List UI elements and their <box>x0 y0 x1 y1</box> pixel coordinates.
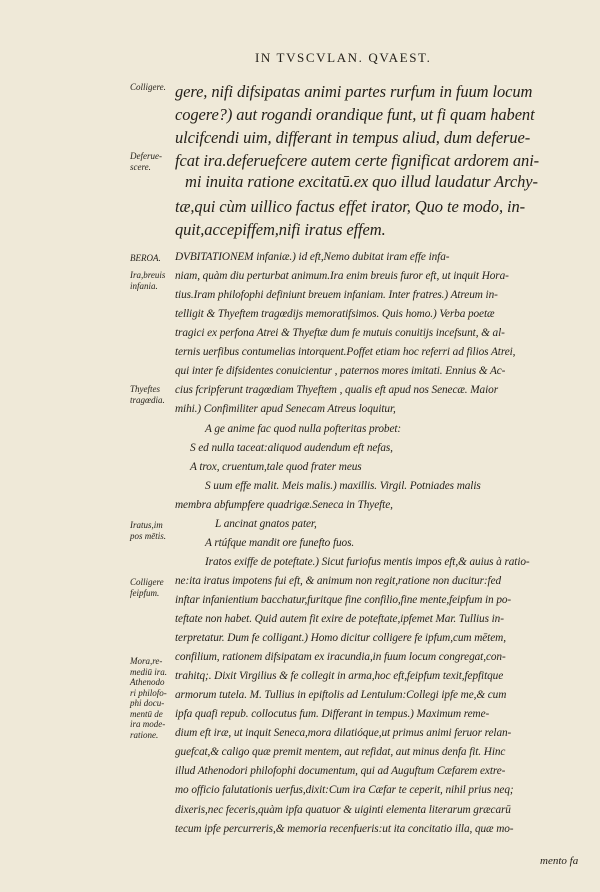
text-line: mi inuita ratione excitatū.ex quo illud laudatur Archy- <box>185 172 538 191</box>
commentary-line: teftate non habet. Quid autem fit exire de poteftate,ipfemet Mar. Tullius in- <box>175 613 504 625</box>
commentary-line: A rtúfque mandit ore funefto fuos. <box>205 536 355 549</box>
margin-note-line: scere. <box>130 161 151 172</box>
running-header: IN TVSCVLAN. QVAEST. <box>255 50 432 65</box>
commentary-line: dium eft iræ, ut inquit Seneca,mora dilatióque,ut primus animi feruor relan- <box>175 727 512 740</box>
margin-note-line: mediū ira. <box>130 666 167 677</box>
commentary-line: mihi.) Confimiliter apud Senecam Atreus loquitur, <box>175 403 396 416</box>
margin-note-line: tragœdia. <box>130 394 165 405</box>
margin-note-line: Thyeftes <box>130 384 160 394</box>
commentary-line: confilium, rationem difsipatam ex iracundia,in fuum locum congregat,con- <box>175 651 506 663</box>
text-line: fcat ira.deferuefcere autem certe fignificat ardorem ani- <box>175 151 540 170</box>
margin-note-line: Mora,re- <box>130 656 163 666</box>
margin-note-line: Deferue- <box>130 151 162 161</box>
margin-note-line: mentū de <box>130 708 163 719</box>
commentary-line: illud Athenodori philofophi documentum, qui ad Auguftum Cæfarem extre- <box>175 765 506 778</box>
margin-note-line: Ira,breuis <box>130 270 166 280</box>
margin-note <box>130 151 180 172</box>
commentary-line: L ancinat gnatos pater, <box>215 517 317 530</box>
margin-note-line: ri philofo- <box>130 687 167 698</box>
margin-note <box>130 82 180 93</box>
commentary-line: inftar infanientium bacchatur,furitque fine confilio,fine mente,feipfum in po- <box>175 593 512 606</box>
margin-note-line: Colligere. <box>130 82 166 92</box>
commentary-line: S uum effe malit. Meis malis.) maxillis. Virgil. Potniades malis <box>205 479 481 492</box>
commentary-line: ne:ita iratus impotens fui eft, & animum non regit,ratione non ducitur:fed <box>175 574 502 587</box>
commentary-line: ternis uerfibus contumelias intorquent.Poffet etiam hoc referri ad filios Atrei, <box>175 346 516 359</box>
margin-note-line: pos mētis. <box>130 530 166 541</box>
commentary-line: tragici ex perfona Atrei & Thyeftæ dum fe mutuis conuitijs incefsunt, & al- <box>175 327 505 340</box>
margin-note <box>130 520 180 541</box>
catchword: mento fa <box>540 855 579 867</box>
margin-note-line: ratione. <box>130 729 159 740</box>
margin-note <box>130 577 180 598</box>
commentary-line: qui inter fe difsidentes conuicientur , paternos mores imitati. Ennius & Ac- <box>175 365 506 378</box>
margin-note-line: phi docu- <box>130 698 165 708</box>
commentary-line: A trox, cruentum,tale quod frater meus <box>190 460 362 473</box>
commentary-line: membra abfumpfere quadrigæ.Seneca in Thyefte, <box>175 498 393 511</box>
margin-note <box>130 384 180 405</box>
text-line: quit,accepiffem,nifi iratus effem. <box>175 220 386 239</box>
margin-note-line: BEROA. <box>130 253 161 263</box>
commentary-line: niam, quàm diu perturbat animum.Ira enim breuis furor eft, ut inquit Hora- <box>175 270 509 283</box>
text-line: tæ,qui cùm uillico factus effet irator, Quo te modo, in- <box>175 197 526 216</box>
commentary-line: terpretatur. Dum fe colligant.) Homo dicitur colligere fe ipfum,cum mētem, <box>175 632 506 644</box>
text-line: ulcifcendi uim, differant in tempus aliud, dum deferue- <box>175 128 531 147</box>
commentary-line: cius fcripferunt tragœdiam Thyeftem , qualis eft apud nos Senecæ. Maior <box>175 384 498 397</box>
commentary-line: ipfa quafi repub. collocutus fum. Differant in tempus.) Maximum reme- <box>175 708 490 721</box>
commentary-line: DVBITATIONEM infaniæ.) id eft,Nemo dubitat iram effe infa- <box>175 251 450 263</box>
margin-note-line: Colligere <box>130 577 164 587</box>
commentary-line: trahitq;. Dixit Virgilius & fe collegit in arma,hoc eft,feipfum texit,fepfitque <box>175 670 504 683</box>
commentary-line: dixeris,nec feceris,quàm ipfa quatuor & uiginti elementa literarum græcarū <box>175 803 511 816</box>
margin-note <box>130 253 180 264</box>
margin-note <box>130 270 180 291</box>
text-line: cogere?) aut rogandi orandique funt, ut fi quam habent <box>175 105 535 124</box>
commentary-line: tius.Iram philofophi definiunt breuem infaniam. Inter fratres.) Atreum in- <box>175 289 498 302</box>
margin-note-line: Iratus,im <box>130 520 163 530</box>
commentary-line: armorum tutela. M. Tullius in epiftolis ad Lentulum:Collegi ipfe me,& cum <box>175 689 507 702</box>
commentary-line: A ge anime fac quod nulla pofteritas probet: <box>205 422 402 435</box>
commentary-line: mo officio falutationis uerfus,dixit:Cum ira Cæfar te ceperit, nihil prius neq; <box>175 784 514 797</box>
margin-note-line: ira mode- <box>130 719 166 729</box>
commentary-line: tecum ipfe percurreris,& memoria recenfueris:ut ita concitatio illa, quæ mo- <box>175 822 514 835</box>
commentary-line: telligit & Thyeftem tragœdijs memoratifsimos. Quis homo.) Verba poetæ <box>175 308 495 321</box>
commentary-line: S ed nulla taceat:aliquod audendum eft nefas, <box>190 441 393 454</box>
margin-note-line: feipfum. <box>130 587 160 598</box>
margin-note-line: infania. <box>130 280 158 291</box>
text-line: gere, nifi difsipatas animi partes rurfum in fuum locum <box>175 82 533 101</box>
margin-note-line: Athenodo <box>130 677 165 687</box>
commentary-line: Iratos exiffe de poteftate.) Sicut furiofus mentis impos eft,& auius à ratio- <box>205 555 530 568</box>
commentary-line: guefcat,& caligo quæ premit mentem, aut refidat, aut minus denfa fit. Hinc <box>175 746 506 759</box>
margin-note <box>130 656 180 740</box>
